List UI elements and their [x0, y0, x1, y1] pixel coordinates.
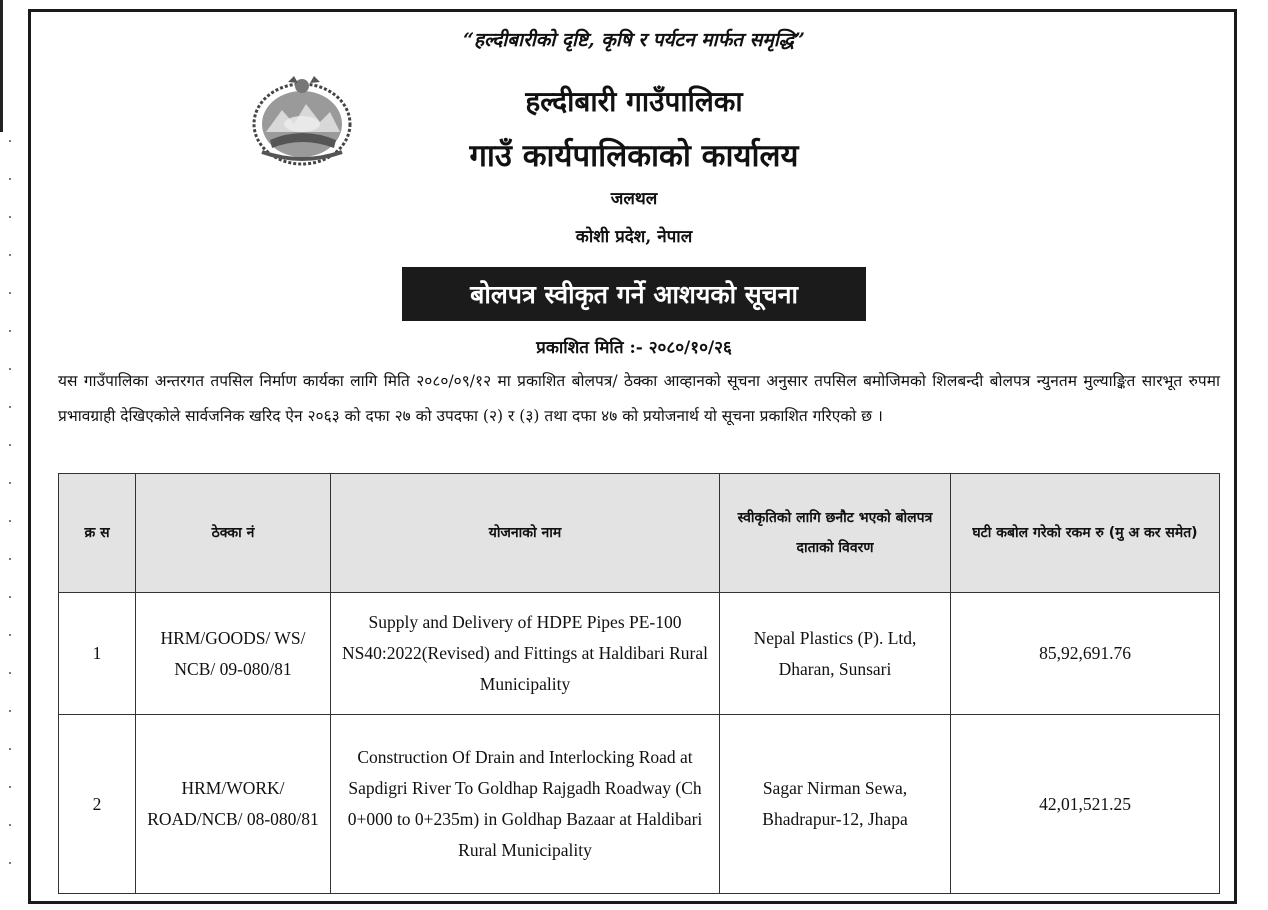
header-contract-no: ठेक्का नं: [136, 474, 331, 593]
province: कोशी प्रदेश, नेपाल: [575, 227, 693, 247]
cell-contract-no: HRM/GOODS/ WS/ NCB/ 09-080/81: [136, 593, 331, 715]
notice-title-banner: [402, 267, 866, 321]
location: जलथल: [610, 189, 658, 209]
cell-serial: 2: [59, 715, 136, 894]
header-bidder: स्वीकृतिको लागि छनौट भएको बोलपत्र दाताको विवरण: [720, 474, 951, 593]
cell-amount: 85,92,691.76: [951, 593, 1220, 715]
cell-serial: 1: [59, 593, 136, 715]
bid-table: [58, 473, 1220, 894]
table-row: [59, 715, 1220, 894]
scan-edge-dots: [9, 140, 11, 900]
table-row: [59, 593, 1220, 715]
notice-body: यस गाउँपालिका अन्तरगत तपसिल निर्माण कार्यका लागि मिति २०८०/०९/१२ मा प्रकाशित बोलपत्र/ ठेक्का आव्हानको सूचना अनुसार तपसिल बमोजिमको शिलबन्दी बोलपत्र न्युनतम मुल्याङ्कित सारभूत रुपमा प्रभावग्राही देखिएकोले सार्वजनिक खरिद ऐन २०६३ को दफा २७ को उपदफा (२) र (३) तथा दफा ४७ को प्रयोजनार्थ यो सूचना प्रकाशित गरिएको छ ।: [58, 372, 1220, 425]
motto: “हल्दीबारीको दृष्टि, कृषि र पर्यटन मार्फत समृद्धि”: [463, 29, 805, 51]
cell-bidder: Sagar Nirman Sewa, Bhadrapur-12, Jhapa: [720, 715, 951, 894]
header-project-name: योजनाको नाम: [331, 474, 720, 593]
cell-project-name: Construction Of Drain and Interlocking Road at Sapdigri River To Goldhap Rajgadh Roadway (Ch 0+000 to 0+235m) in Goldhap Bazaar at Haldibari Rural Municipality: [331, 715, 720, 894]
cell-amount: 42,01,521.25: [951, 715, 1220, 894]
cell-project-name: Supply and Delivery of HDPE Pipes PE-100 NS40:2022(Revised) and Fittings at Haldibari Rural Municipality: [331, 593, 720, 715]
published-date: प्रकाशित मिति :- २०८०/१०/२६: [536, 338, 732, 358]
office-name: गाउँ कार्यपालिकाको कार्यालय: [469, 138, 799, 174]
cell-contract-no: HRM/WORK/ ROAD/NCB/ 08-080/81: [136, 715, 331, 894]
notice-title: बोलपत्र स्वीकृत गर्ने आशयको सूचना: [470, 280, 798, 309]
header-serial: क्र स: [59, 474, 136, 593]
org-name: हल्दीबारी गाउँपालिका: [525, 85, 743, 118]
header-amount: घटी कबोल गरेको रकम रु (मु अ कर समेत): [951, 474, 1220, 593]
cell-bidder: Nepal Plastics (P). Ltd, Dharan, Sunsari: [720, 593, 951, 715]
table-header-row: [59, 474, 1220, 593]
